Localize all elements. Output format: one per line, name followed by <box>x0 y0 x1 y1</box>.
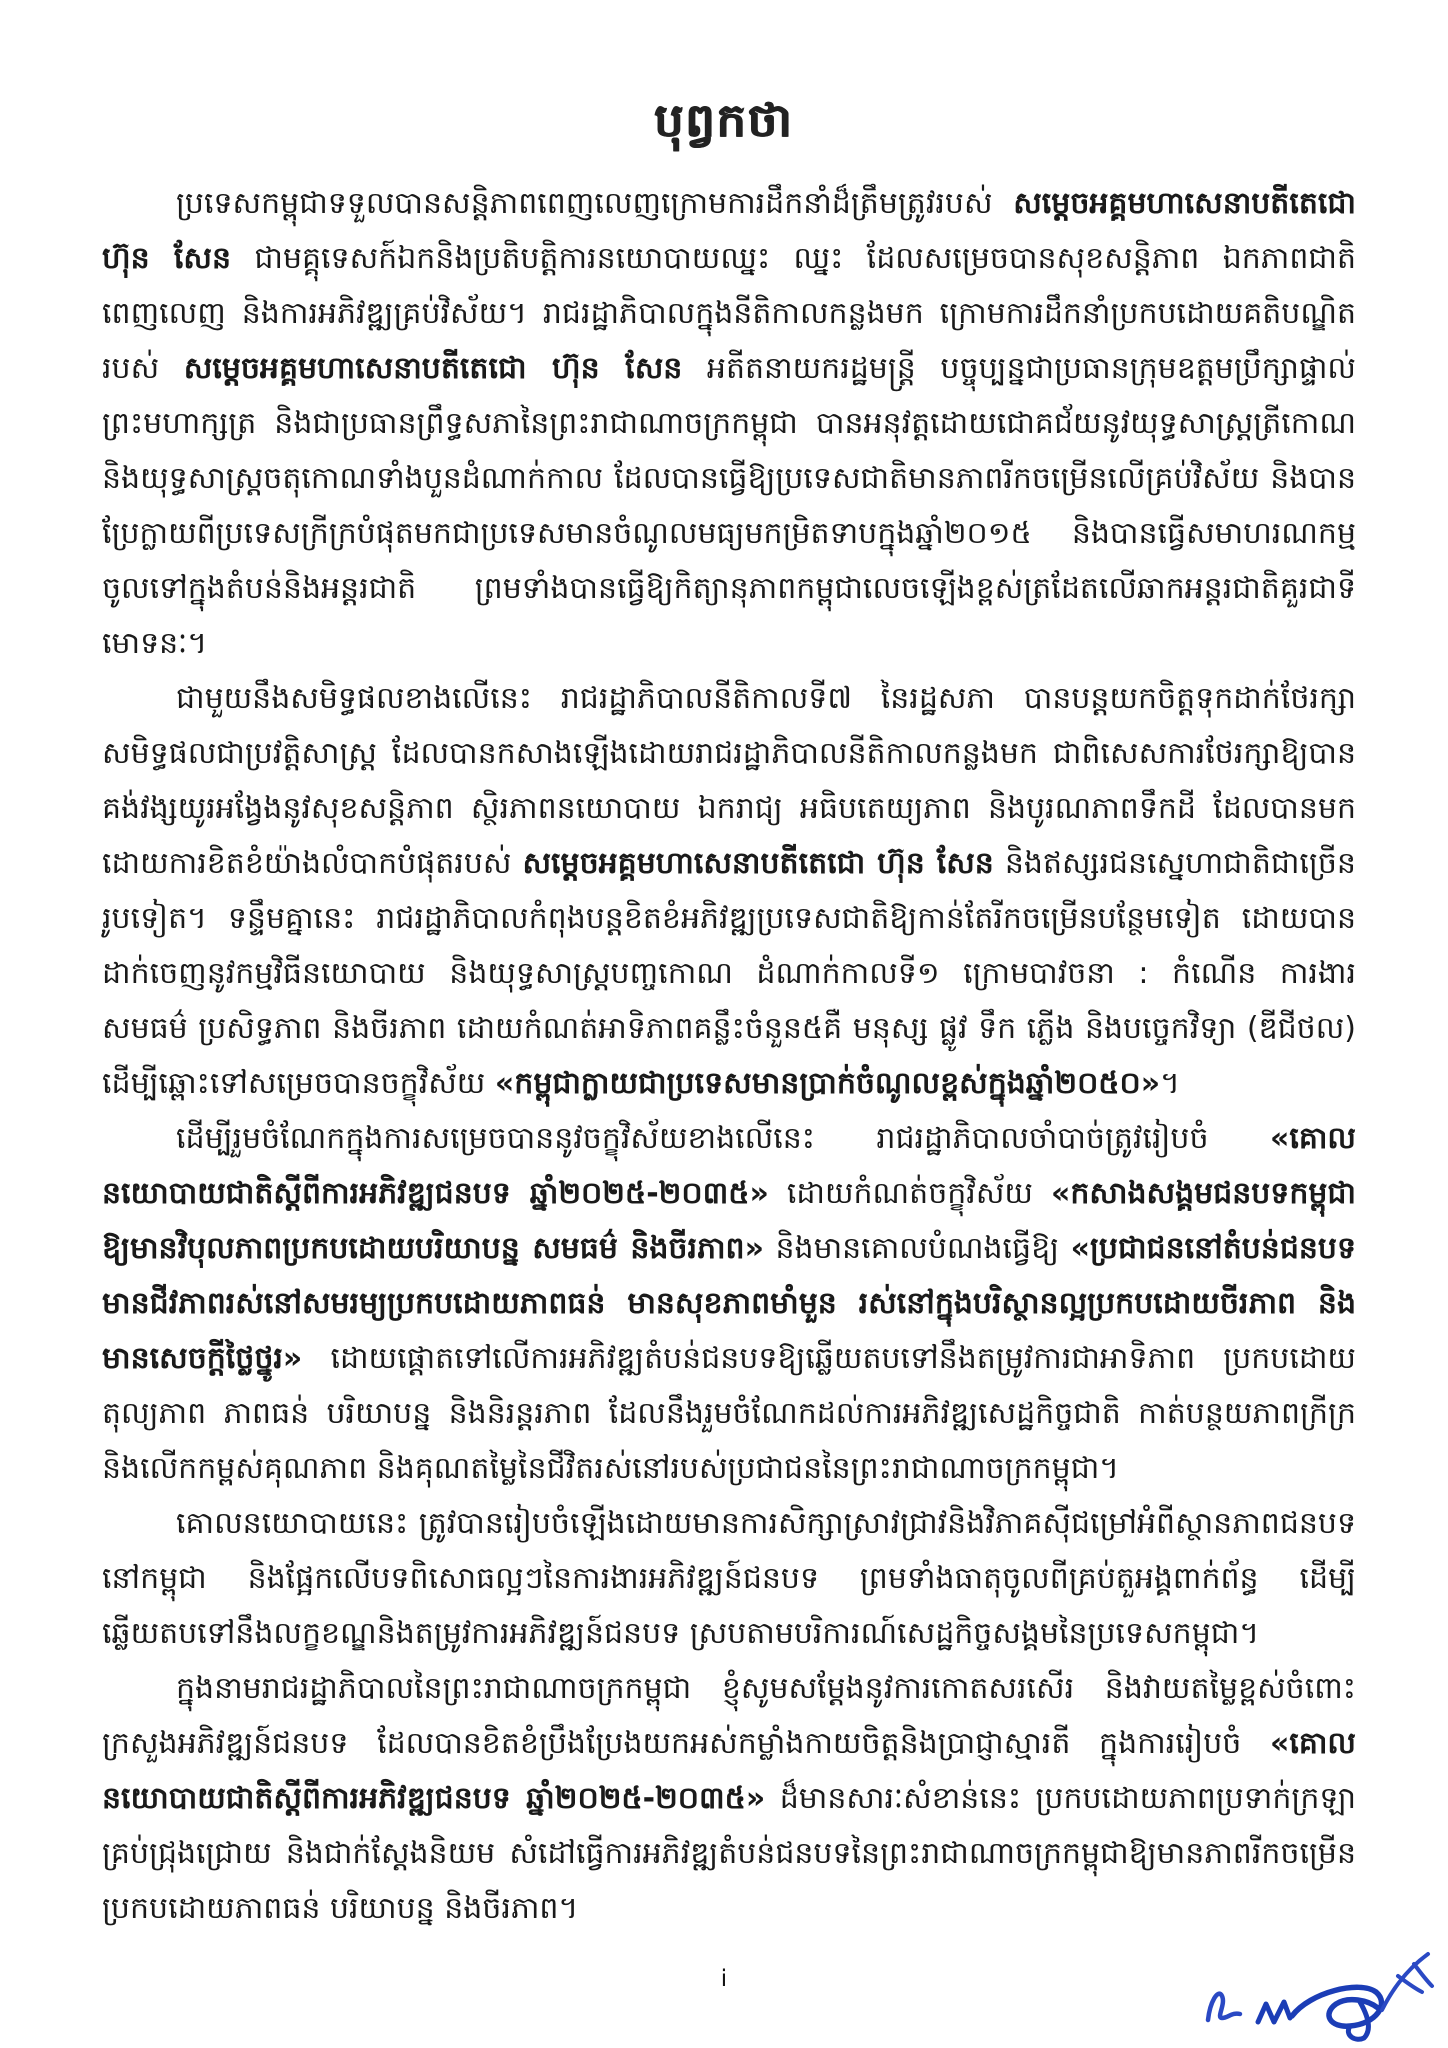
text-run: ជាមួយនឹងសមិទ្ធផលខាងលើនេះ រាជរដ្ឋាភិបាលនីតិកាលទី៧ នៃរដ្ឋសភា បានបន្តយកចិត្តទុកដាក់ថែរក្សាសមិទ្ធផលជាប្រវត្តិសាស្ត្រ ដែលបានកសាងឡើងដោយរាជរដ្ឋាភិបាលនីតិកាលកន្លងមក ជាពិសេសការថែរក្សាឱ្យបានគង់វង្សយូរអង្វែងនូវសុខសន្តិភាព ស្ថិរភាពនយោបាយ ឯករាជ្យ អធិបតេយ្យភាព និងបូរណភាពទឹកដី ដែលបានមកដោយការខិតខំយ៉ាងលំបាកបំផុតរបស់ <box>102 681 1356 881</box>
page-number: i <box>720 1966 728 1992</box>
text-run: គោលនយោបាយនេះ ត្រូវបានរៀបចំឡើងដោយមានការសិក្សាស្រាវជ្រាវនិងវិភាគស៊ីជម្រៅអំពីស្ថានភាពជនបទនៅកម្ពុជា និងផ្អែកលើបទពិសោធល្អៗនៃការងារអភិវឌ្ឍន៍ជនបទ ព្រមទាំងធាតុចូលពីគ្រប់តួអង្គពាក់ព័ន្ធ ដើម្បីឆ្លើយតបទៅនឹងលក្ខខណ្ឌនិងតម្រូវការអភិវឌ្ឍន៍ជនបទ ស្របតាមបរិការណ៍សេដ្ឋកិច្ចសង្គមនៃប្រទេសកម្ពុជា។ <box>102 1506 1356 1651</box>
paragraph-2 <box>102 671 1356 1111</box>
text-run: និងឥស្សរជនស្នេហាជាតិជាច្រើនរូបទៀត។ ទន្ទឹមគ្នានេះ រាជរដ្ឋាភិបាលកំពុងបន្តខិតខំអភិវឌ្ឍប្រទេសជាតិឱ្យកាន់តែរីកចម្រើនបន្ថែមទៀត ដោយបានដាក់ចេញនូវកម្មវិធីនយោបាយ និងយុទ្ធសាស្ត្របញ្ចកោណ ដំណាក់កាលទី១ ក្រោមបាវចនា : កំណើន ការងារ សមធម៌ ប្រសិទ្ធភាព និងចីរភាព ដោយកំណត់អាទិភាពគន្លឹះចំនួន៥គឺ មនុស្ស ផ្លូវ ទឹក ភ្លើង និងបច្ចេកវិទ្យា (ឌីជីថល) ដើម្បីឆ្ពោះទៅសម្រេចបានចក្ខុវិស័យ <box>102 846 1356 1101</box>
text-run: ដ៏មានសារៈសំខាន់នេះ ប្រកបដោយភាពប្រទាក់ក្រឡា គ្រប់ជ្រុងជ្រោយ និងជាក់ស្តែងនិយម សំដៅធ្វើការអភិវឌ្ឍតំបន់ជនបទនៃព្រះរាជាណាចក្រកម្ពុជាឱ្យមានភាពរីកចម្រើន ប្រកបដោយភាពធន់ បរិយាបន្ន និងចីរភាព។ <box>102 1781 1357 1926</box>
paragraph-1 <box>102 176 1356 671</box>
bold-text-run: «គោលនយោបាយជាតិស្តីពីការអភិវឌ្ឍជនបទ ឆ្នាំ២០២៥-២០៣៥» <box>102 1121 1356 1211</box>
handwritten-signature <box>1192 1942 1442 2044</box>
signature-stroke <box>1348 2002 1368 2039</box>
bold-text-run: សម្តេចអគ្គមហាសេនាបតីតេជោ ហ៊ុន សែន <box>102 186 1356 276</box>
text-run: អតីតនាយករដ្ឋមន្ត្រី បច្ចុប្បន្នជាប្រធានក្រុមឧត្តមប្រឹក្សាផ្ទាល់ព្រះមហាក្សត្រ និងជាប្រធានព្រឹទ្ធសភានៃព្រះរាជាណាចក្រកម្ពុជា បានអនុវត្តដោយជោគជ័យនូវយុទ្ធសាស្ត្រត្រីកោណ និងយុទ្ធសាស្ត្រចតុកោណទាំងបួនដំណាក់កាល ដែលបានធ្វើឱ្យប្រទេសជាតិមានភាពរីកចម្រើនលើគ្រប់វិស័យ និងបានប្រែក្លាយពីប្រទេសក្រីក្របំផុតមកជាប្រទេសមានចំណូលមធ្យមកម្រិតទាបក្នុងឆ្នាំ២០១៥ និងបានធ្វើសមាហរណកម្មចូលទៅក្នុងតំបន់និងអន្តរជាតិ ព្រមទាំងបានធ្វើឱ្យកិត្យានុភាពកម្ពុជាលេចឡើងខ្ពស់ត្រដែតលើឆាកអន្តរជាតិគួរជាទីមោទនៈ។ <box>102 351 1356 661</box>
document-body <box>102 176 1356 1936</box>
signature-stroke <box>1398 1976 1422 1992</box>
text-run: និងមានគោលបំណងធ្វើឱ្យ <box>763 1231 1071 1266</box>
signature-stroke <box>1414 1964 1432 1986</box>
bold-text-run: សម្តេចអគ្គមហាសេនាបតីតេជោ ហ៊ុន សែន <box>522 846 994 881</box>
signature-stroke <box>1208 1994 1240 2020</box>
paragraph-4 <box>102 1496 1356 1661</box>
text-run: ដើម្បីរួមចំណែកក្នុងការសម្រេចបាននូវចក្ខុវិស័យខាងលើនេះ រាជរដ្ឋាភិបាលចាំបាច់ត្រូវរៀបចំ <box>176 1121 1270 1156</box>
bold-text-run: «កសាងសង្គមជនបទកម្ពុជាឱ្យមានវិបុលភាពប្រកបដោយបរិយាបន្ន សមធម៌ និងចីរភាព» <box>102 1176 1356 1266</box>
bold-text-run: សម្តេចអគ្គមហាសេនាបតីតេជោ ហ៊ុន សែន <box>183 351 683 386</box>
text-run: ដោយកំណត់ចក្ខុវិស័យ <box>768 1176 1051 1211</box>
bold-text-run: «កម្ពុជាក្លាយជាប្រទេសមានប្រាក់ចំណូលខ្ពស់ក្នុងឆ្នាំ២០៥០» <box>494 1066 1161 1101</box>
paragraph-5 <box>102 1661 1356 1936</box>
text-run: ជាមគ្គុទេសក៍ឯកនិងប្រតិបត្តិការនយោបាយឈ្នះ ឈ្នះ ដែលសម្រេចបានសុខសន្តិភាព ឯកភាពជាតិពេញលេញ និងការអភិវឌ្ឍគ្រប់វិស័យ។ រាជរដ្ឋាភិបាលក្នុងនីតិកាលកន្លងមក ក្រោមការដឹកនាំប្រកបដោយគតិបណ្ឌិតរបស់ <box>102 241 1357 386</box>
signature-ink-icon <box>1192 1942 1442 2044</box>
bold-text-run: «គោលនយោបាយជាតិស្តីពីការអភិវឌ្ឍជនបទ ឆ្នាំ២០២៥-២០៣៥» <box>102 1726 1356 1816</box>
bold-text-run: «ប្រជាជននៅតំបន់ជនបទមានជីវភាពរស់នៅសមរម្យប្រកបដោយភាពធន់ មានសុខភាពមាំមួន រស់នៅក្នុងបរិស្ថានល្អប្រកបដោយចីរភាព និងមានសេចក្តីថ្លៃថ្នូរ» <box>102 1231 1357 1376</box>
signature-stroke <box>1258 2002 1290 2022</box>
text-run: ប្រទេសកម្ពុជាទទួលបានសន្តិភាពពេញលេញក្រោមការដឹកនាំដ៏ត្រឹមត្រូវរបស់ <box>176 186 1014 221</box>
text-run: ក្នុងនាមរាជរដ្ឋាភិបាលនៃព្រះរាជាណាចក្រកម្ពុជា ខ្ញុំសូមសម្តែងនូវការកោតសរសើរ និងវាយតម្លៃខ្ពស់ចំពោះក្រសួងអភិវឌ្ឍន៍ជនបទ ដែលបានខិតខំប្រឹងប្រែងយកអស់កម្លាំងកាយចិត្តនិងប្រាជ្ញាស្មារតី ក្នុងការរៀបចំ <box>102 1671 1356 1761</box>
text-run: ដោយផ្តោតទៅលើការអភិវឌ្ឍតំបន់ជនបទឱ្យឆ្លើយតបទៅនឹងតម្រូវការជាអាទិភាព ប្រកបដោយតុល្យភាព ភាពធន់ បរិយាបន្ន និងនិរន្តរភាព ដែលនឹងរួមចំណែកដល់ការអភិវឌ្ឍសេដ្ឋកិច្ចជាតិ កាត់បន្ថយភាពក្រីក្រ និងលើកកម្ពស់គុណភាព និងគុណតម្លៃនៃជីវិតរស់នៅរបស់ប្រជាជននៃព្រះរាជាណាចក្រកម្ពុជា។ <box>102 1341 1356 1486</box>
page-title: បុព្វកថា <box>654 93 794 147</box>
paragraph-3 <box>102 1111 1356 1496</box>
text-run: ។ <box>1160 1066 1180 1101</box>
